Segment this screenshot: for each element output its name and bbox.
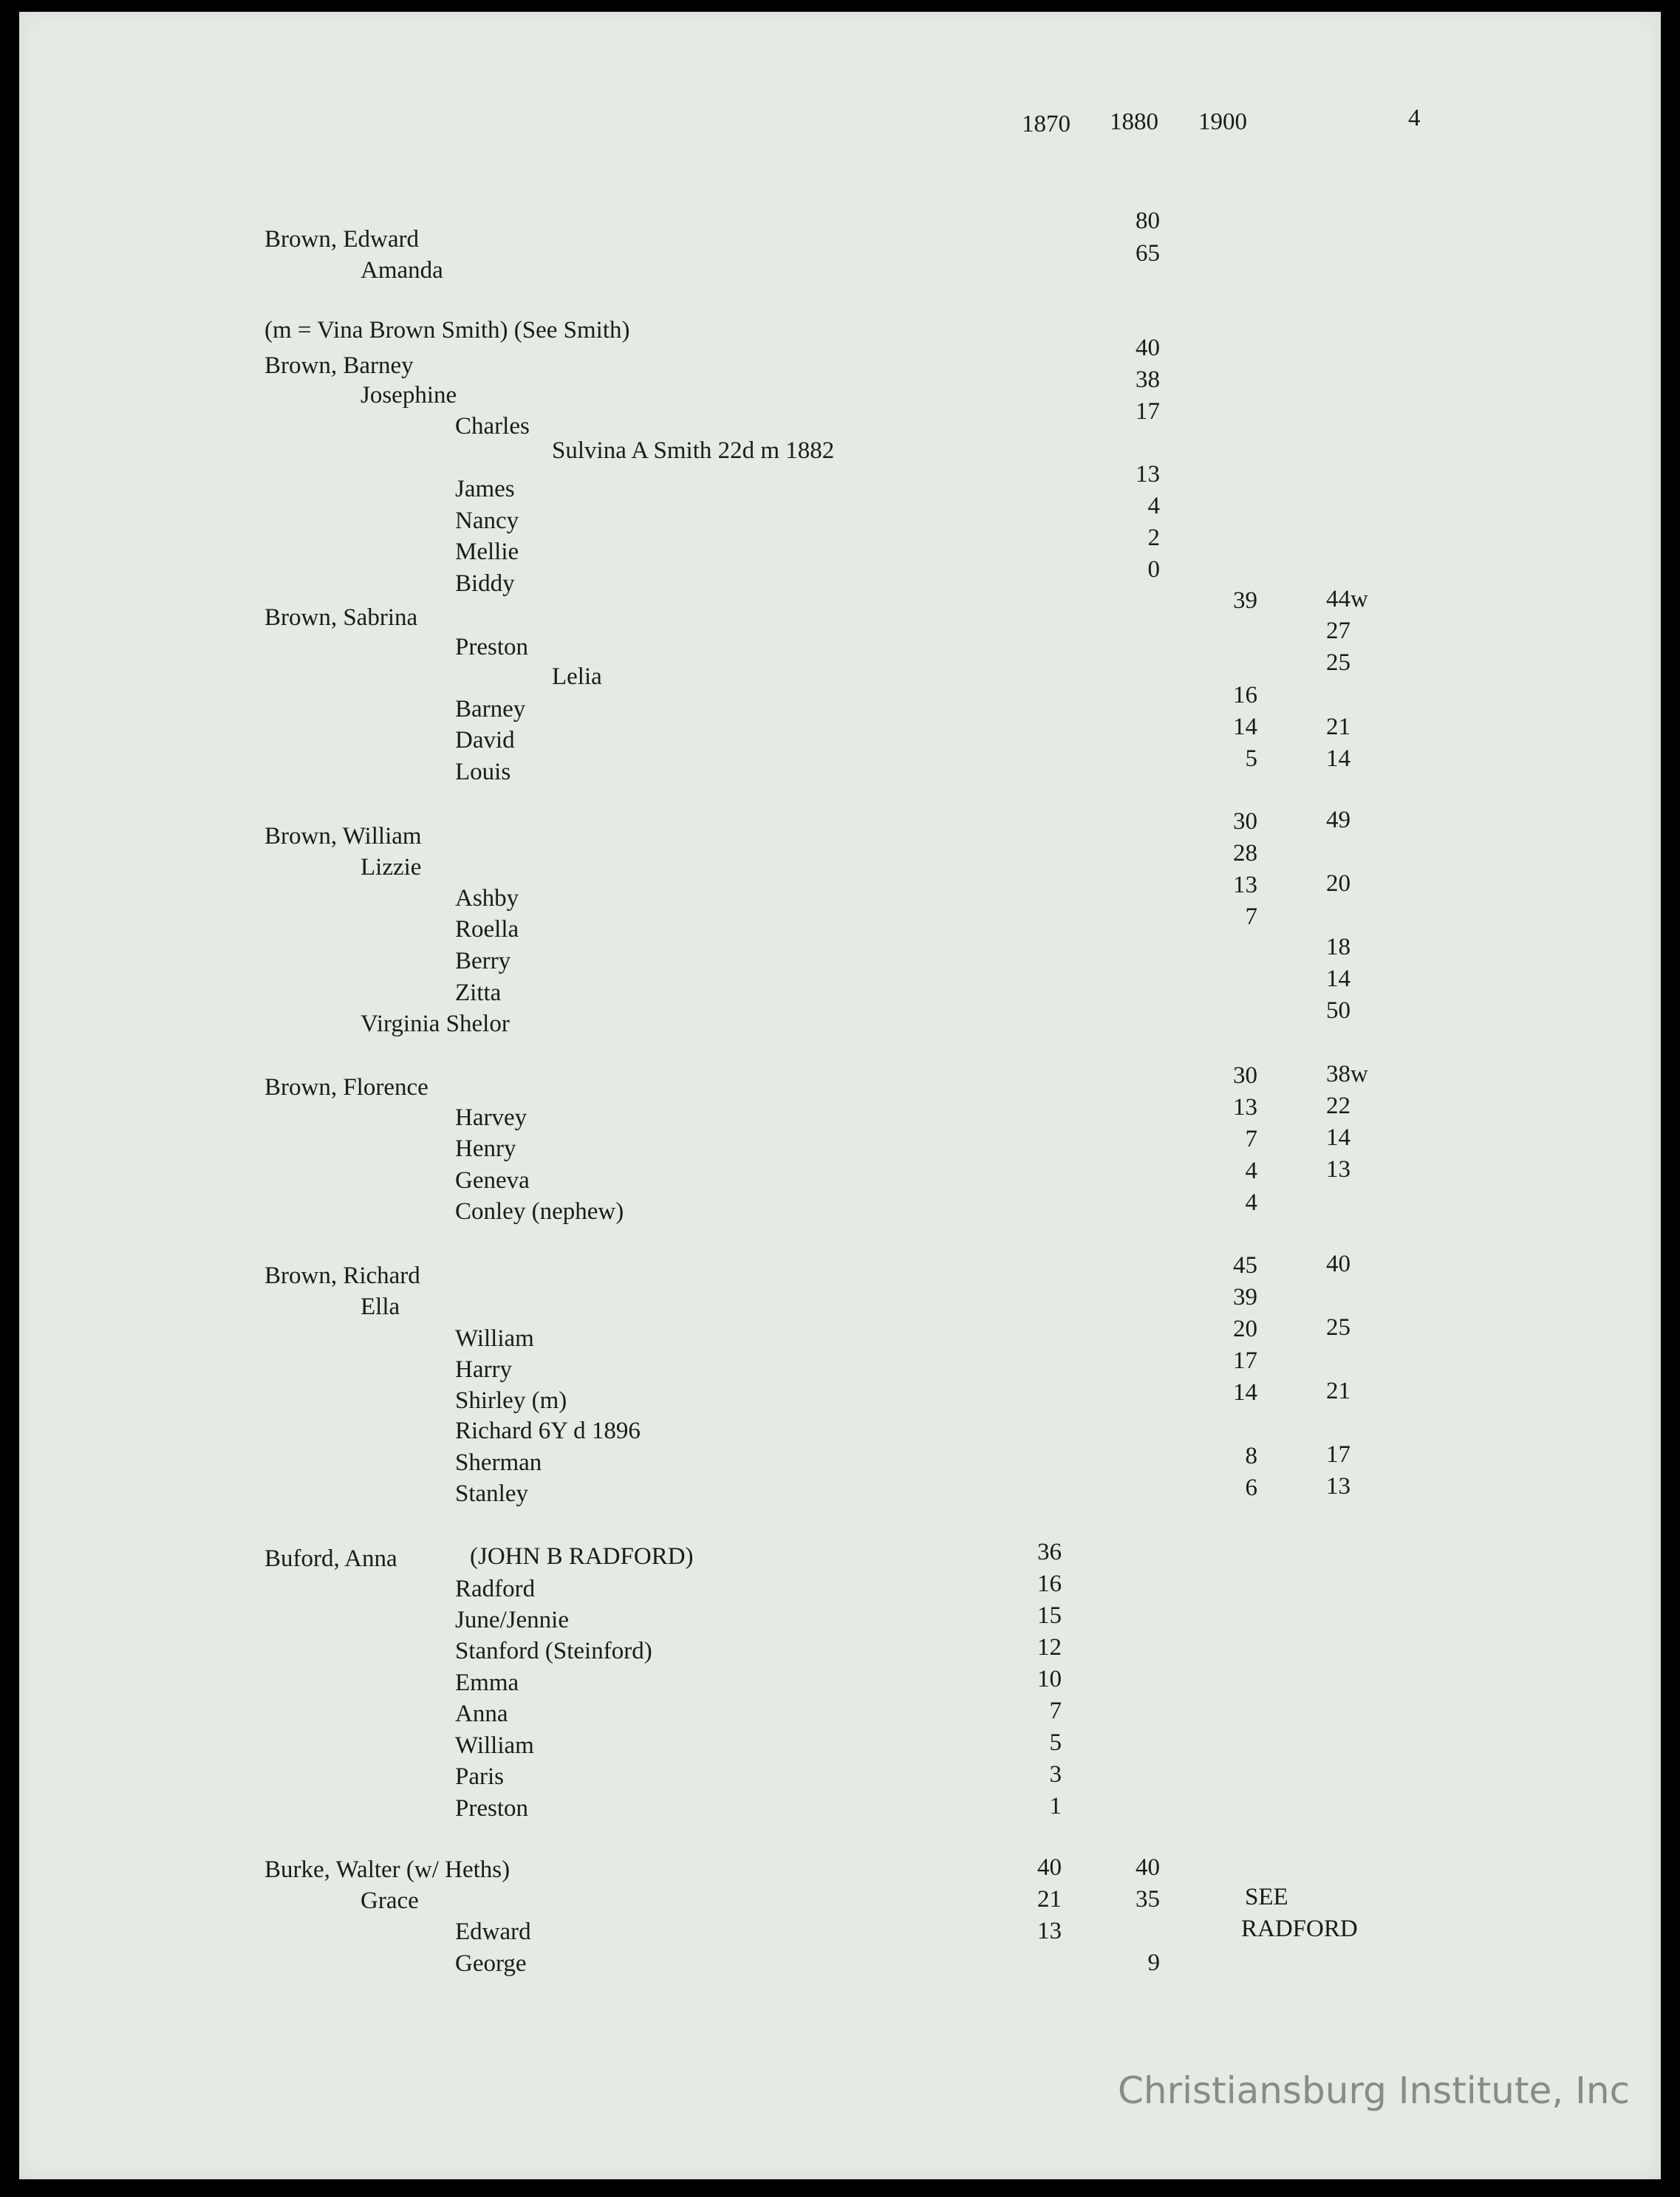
age-1880: 35 <box>1136 1886 1160 1913</box>
column-header-1900: 1900 <box>1198 109 1247 135</box>
entry-name: Emma <box>455 1670 519 1696</box>
age-1900: 6 <box>1245 1475 1257 1501</box>
age-later: 21 <box>1326 1378 1351 1404</box>
entry-name: Barney <box>455 696 526 722</box>
column-header-1870: 1870 <box>1022 111 1071 137</box>
age-1900: 8 <box>1245 1443 1257 1469</box>
age-later: 17 <box>1326 1441 1351 1468</box>
entry-name: Preston <box>455 634 528 660</box>
age-1870: 13 <box>1037 1918 1062 1944</box>
age-1900: 13 <box>1233 872 1257 898</box>
age-1870: 7 <box>1049 1698 1062 1724</box>
age-1900: 45 <box>1233 1252 1257 1279</box>
entry-name: Brown, Florence <box>264 1074 428 1101</box>
age-1880: 38 <box>1136 366 1160 393</box>
age-1900: 14 <box>1233 714 1257 740</box>
entry-name: James <box>455 476 515 502</box>
age-later: 22 <box>1326 1093 1351 1119</box>
age-1870: 16 <box>1037 1571 1062 1597</box>
age-later: 27 <box>1326 618 1351 644</box>
entry-name: Paris <box>455 1763 504 1790</box>
entry-name: Shirley (m) <box>455 1387 567 1414</box>
age-1900: 30 <box>1233 808 1257 835</box>
age-1900: 14 <box>1233 1379 1257 1406</box>
entry-name: Richard 6Y d 1896 <box>455 1418 641 1444</box>
age-1880: 65 <box>1136 240 1160 267</box>
entry-name: Ashby <box>455 885 519 912</box>
entry-name: Harry <box>455 1356 512 1383</box>
age-later: 13 <box>1326 1156 1351 1183</box>
age-1900: 28 <box>1233 840 1257 867</box>
age-later: 21 <box>1326 714 1351 740</box>
entry-name: Preston <box>455 1795 528 1822</box>
entry-name: Ella <box>361 1294 400 1320</box>
age-1880: 17 <box>1136 398 1160 425</box>
age-later: 44w <box>1326 586 1368 612</box>
age-later: 14 <box>1326 966 1351 992</box>
entry-name: Radford <box>455 1576 536 1602</box>
entry-name: Zitta <box>455 980 502 1006</box>
age-later: 25 <box>1326 1314 1351 1341</box>
age-1880: 40 <box>1136 1854 1160 1881</box>
entry-name: Sulvina A Smith 22d m 1882 <box>552 437 835 464</box>
entry-name: Josephine <box>361 382 457 409</box>
age-1870: 36 <box>1037 1539 1062 1565</box>
entry-name: Nancy <box>455 508 519 534</box>
entry-name: Stanley <box>455 1480 528 1507</box>
age-1900: 20 <box>1233 1316 1257 1342</box>
entry-name: Louis <box>455 759 511 785</box>
entry-name: Stanford (Steinford) <box>455 1638 652 1664</box>
entry-name: Brown, Richard <box>264 1262 420 1289</box>
cross-reference: RADFORD <box>1241 1916 1358 1942</box>
age-1900: 4 <box>1245 1189 1257 1216</box>
entry-name: Brown, Sabrina <box>264 604 418 631</box>
age-1880: 2 <box>1147 525 1160 551</box>
age-1900: 17 <box>1233 1347 1257 1374</box>
entry-note: (JOHN B RADFORD) <box>470 1543 694 1570</box>
age-1870: 1 <box>1049 1793 1062 1820</box>
entry-name: Mellie <box>455 539 519 565</box>
entry-name: Brown, Barney <box>264 352 414 379</box>
age-1900: 39 <box>1233 587 1257 614</box>
page-number: 4 <box>1408 105 1421 131</box>
age-1900: 16 <box>1233 682 1257 708</box>
age-later: 25 <box>1326 649 1351 676</box>
age-1870: 5 <box>1049 1729 1062 1756</box>
entry-name: Anna <box>455 1701 508 1727</box>
age-later: 40 <box>1326 1251 1351 1277</box>
age-later: 49 <box>1326 807 1351 833</box>
age-1900: 39 <box>1233 1284 1257 1311</box>
entry-name: Brown, Edward <box>264 226 419 253</box>
age-1900: 30 <box>1233 1062 1257 1089</box>
entry-name: Sherman <box>455 1449 542 1476</box>
entry-name: Berry <box>455 948 511 974</box>
entry-name: Brown, William <box>264 823 422 850</box>
age-1900: 7 <box>1245 903 1257 930</box>
entry-name: Charles <box>455 413 530 440</box>
age-later: 13 <box>1326 1473 1351 1500</box>
age-later: 38w <box>1326 1061 1368 1087</box>
age-1880: 40 <box>1136 335 1160 361</box>
age-later: 50 <box>1326 997 1351 1024</box>
entry-name: June/Jennie <box>455 1607 569 1633</box>
cross-reference: SEE <box>1245 1884 1288 1910</box>
entry-name: Virginia Shelor <box>361 1011 510 1037</box>
age-later: 14 <box>1326 745 1351 772</box>
age-1900: 5 <box>1245 745 1257 772</box>
entry-name: Lizzie <box>361 854 422 881</box>
entry-name: William <box>455 1732 534 1759</box>
age-1870: 3 <box>1049 1761 1062 1788</box>
entry-name: Lelia <box>552 663 602 690</box>
age-1880: 80 <box>1136 208 1160 234</box>
entry-name: Edward <box>455 1918 531 1945</box>
watermark: Christiansburg Institute, Inc <box>1118 2069 1631 2112</box>
column-header-1880: 1880 <box>1110 109 1158 135</box>
age-1870: 10 <box>1037 1666 1062 1692</box>
entry-name: William <box>455 1325 534 1352</box>
entry-name: Burke, Walter (w/ Heths) <box>264 1856 511 1883</box>
entry-note: (m = Vina Brown Smith) (See Smith) <box>264 317 630 344</box>
entry-name: Henry <box>455 1135 516 1162</box>
age-later: 14 <box>1326 1124 1351 1151</box>
entry-name: Conley (nephew) <box>455 1198 624 1225</box>
age-1870: 15 <box>1037 1602 1062 1629</box>
age-later: 20 <box>1326 870 1351 897</box>
entry-name: David <box>455 727 515 754</box>
age-1880: 13 <box>1136 461 1160 488</box>
age-1900: 13 <box>1233 1094 1257 1121</box>
age-1870: 40 <box>1037 1854 1062 1881</box>
entry-name: Biddy <box>455 570 515 597</box>
entry-name: Geneva <box>455 1167 530 1194</box>
entry-name: Harvey <box>455 1104 527 1131</box>
entry-name: Buford, Anna <box>264 1545 397 1572</box>
entry-name: Roella <box>455 916 519 943</box>
entry-name: George <box>455 1950 527 1977</box>
age-1880: 4 <box>1147 493 1160 519</box>
age-1880: 9 <box>1147 1950 1160 1976</box>
entry-name: Grace <box>361 1887 419 1914</box>
age-1870: 12 <box>1037 1634 1062 1661</box>
entry-name: Amanda <box>361 257 443 284</box>
age-later: 18 <box>1326 934 1351 960</box>
age-1880: 0 <box>1147 556 1160 583</box>
age-1870: 21 <box>1037 1886 1062 1913</box>
age-1900: 7 <box>1245 1126 1257 1152</box>
age-1900: 4 <box>1245 1158 1257 1184</box>
